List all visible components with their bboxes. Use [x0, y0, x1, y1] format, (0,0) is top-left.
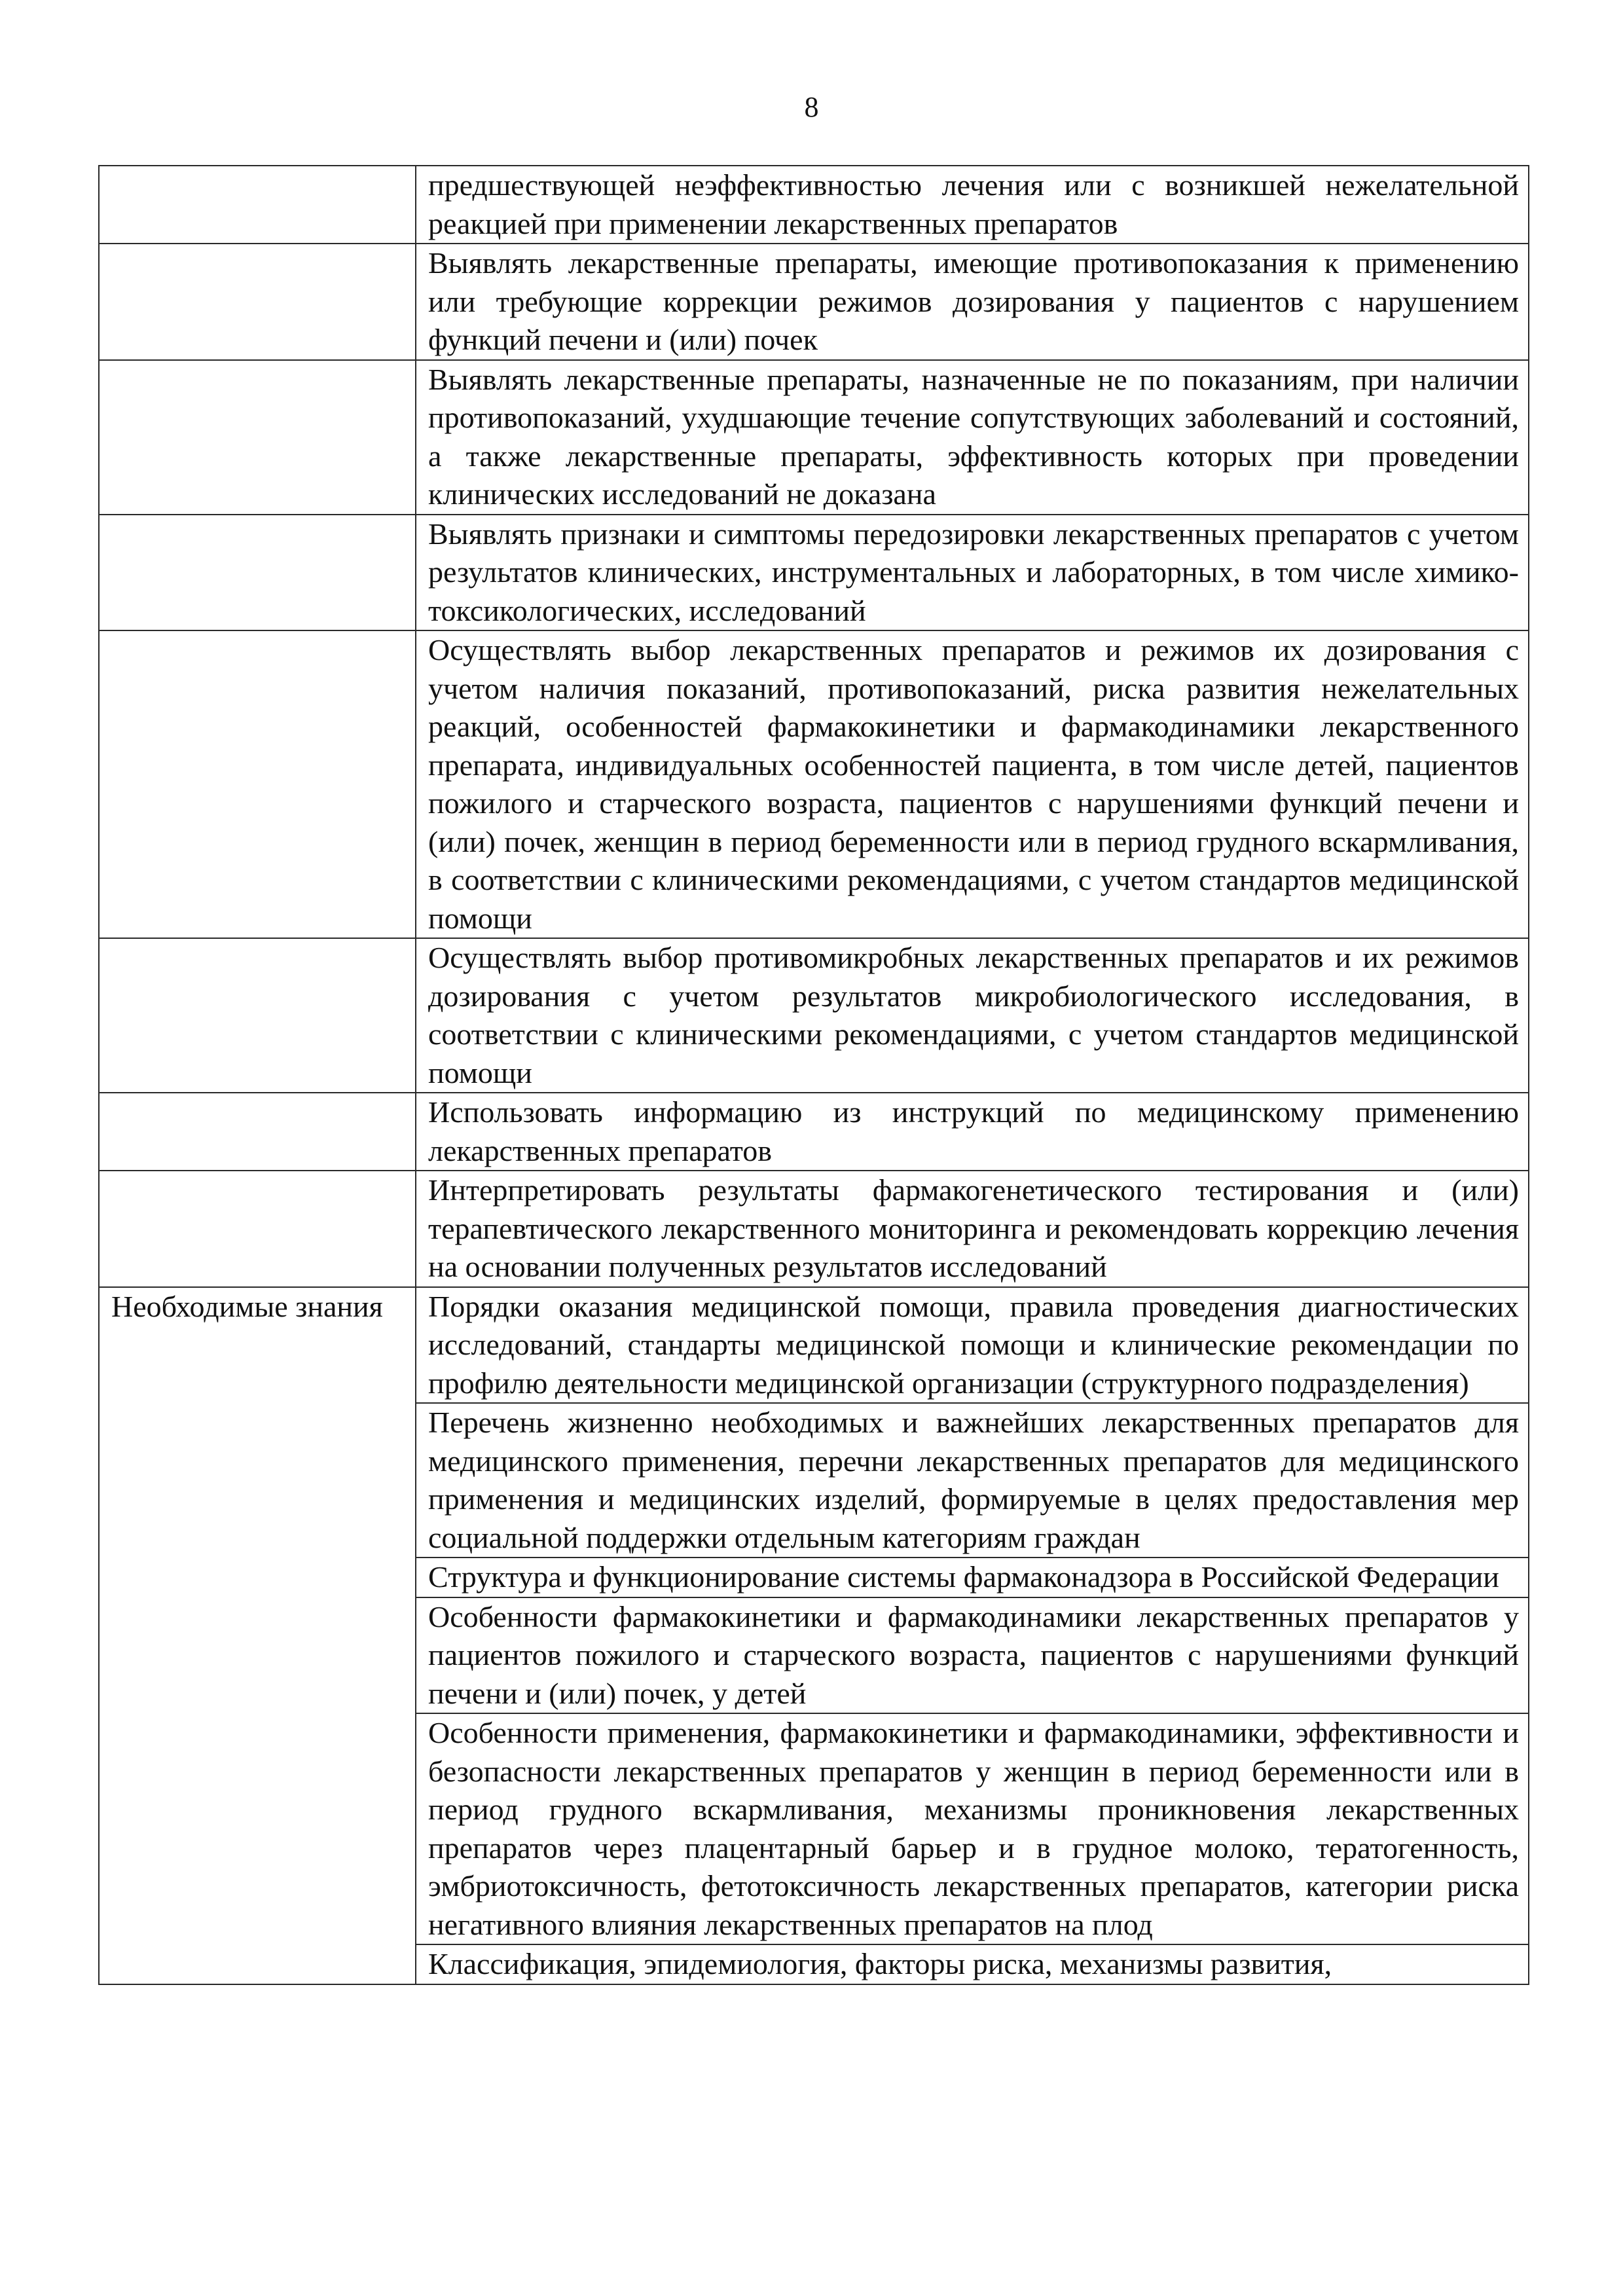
table-cell-text: Выявлять лекарственные препараты, назначенные не по показаниям, при наличии противопоказаний, ухудшающие течение сопутствующих заболеваний и состояний, а также лекарственные препараты, эффективность которых при проведении клинических исследований не доказана [416, 360, 1529, 515]
label-cell-empty [99, 515, 416, 631]
table-cell-text: Использовать информацию из инструкций по медицинскому применению лекарственных препаратов [416, 1093, 1529, 1171]
table-cell-text: Осуществлять выбор лекарственных препаратов и режимов их дозирования с учетом наличия показаний, противопоказаний, риска развития нежелательных реакций, особенностей фармакокинетики и фармакодинамики лекарственного препарата, индивидуальных особенностей пациента, в том числе детей, пациентов пожилого и старческого возраста, пациентов с нарушениями функций печени и (или) почек, женщин в период беременности или в период грудного вскармливания, в соответствии с клиническими рекомендациями, с учетом стандартов медицинской помощи [416, 630, 1529, 938]
table-cell-text: Особенности применения, фармакокинетики и фармакодинамики, эффективности и безопасности лекарственных препаратов у женщин в период беременности или в период грудного вскармливания, механизмы проникновения лекарственных препаратов через плацентарный барьер и в грудное молоко, тератогенность, эмбриотоксичность, фетотоксичность лекарственных препаратов, категории риска негативного влияния лекарственных препаратов на плод [416, 1713, 1529, 1944]
table-row [99, 1171, 1529, 1287]
label-cell-empty [99, 938, 416, 1093]
table-cell-text: Интерпретировать результаты фармакогенетического тестирования и (или) терапевтического лекарственного мониторинга и рекомендовать коррекцию лечения на основании полученных результатов исследований [416, 1171, 1529, 1287]
label-cell-empty [99, 1171, 416, 1287]
table-row [99, 630, 1529, 938]
table-cell-text: Выявлять лекарственные препараты, имеющие противопоказания к применению или требующие коррекции режимов дозирования у пациентов с нарушением функций печени и (или) почек [416, 244, 1529, 360]
table-row [99, 360, 1529, 515]
table-row [99, 166, 1529, 244]
label-cell-empty [99, 1093, 416, 1171]
label-cell-empty [99, 166, 416, 244]
label-cell-empty [99, 630, 416, 938]
page-number: 8 [804, 91, 819, 123]
label-cell-empty [99, 244, 416, 360]
table-row [99, 244, 1529, 360]
label-cell-empty [99, 360, 416, 515]
table-row [99, 515, 1529, 631]
table-row [99, 1093, 1529, 1171]
section-label-knowledge: Необходимые знания [99, 1287, 416, 1984]
table-cell-text: Структура и функционирование системы фармаконадзора в Российской Федерации [416, 1558, 1529, 1597]
table-cell-text: Выявлять признаки и симптомы передозировки лекарственных препаратов с учетом результатов клинических, инструментальных и лабораторных, в том числе химико-токсикологических, исследований [416, 515, 1529, 631]
table-cell-text: Порядки оказания медицинской помощи, правила проведения диагностических исследований, стандарты медицинской помощи и клинические рекомендации по профилю деятельности медицинской организации (структурного подразделения) [416, 1287, 1529, 1404]
table-cell-text: Особенности фармакокинетики и фармакодинамики лекарственных препаратов у пациентов пожилого и старческого возраста, пациентов с нарушениями функций печени и (или) почек, у детей [416, 1597, 1529, 1714]
table-cell-text: предшествующей неэффективностью лечения или с возникшей нежелательной реакцией при применении лекарственных препаратов [416, 166, 1529, 244]
table-row [99, 938, 1529, 1093]
requirements-table [98, 165, 1529, 1985]
table-row [99, 1287, 1529, 1404]
table-cell-text: Классификация, эпидемиология, факторы риска, механизмы развития, [416, 1944, 1529, 1984]
table-cell-text: Перечень жизненно необходимых и важнейших лекарственных препаратов для медицинского применения, перечни лекарственных препаратов для медицинского применения и медицинских изделий, формируемые в целях предоставления мер социальной поддержки отдельным категориям граждан [416, 1403, 1529, 1558]
table-cell-text: Осуществлять выбор противомикробных лекарственных препаратов и их режимов дозирования с учетом результатов микробиологического исследования, в соответствии с клиническими рекомендациями, с учетом стандартов медицинской помощи [416, 938, 1529, 1093]
